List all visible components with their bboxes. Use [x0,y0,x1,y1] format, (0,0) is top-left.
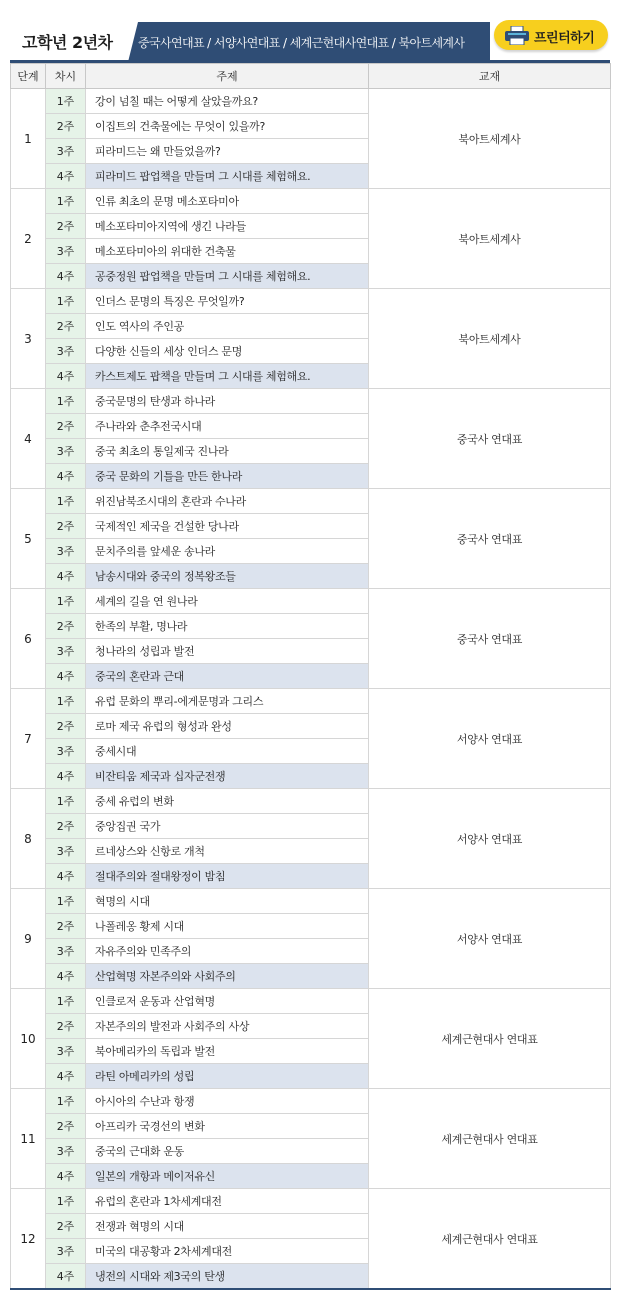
textbook-cell: 세계근현대사 연대표 [369,1189,611,1290]
week-label: 4주 [46,964,86,989]
header-stage: 단계 [11,64,46,89]
textbook-cell: 중국사 연대표 [369,389,611,489]
week-label: 1주 [46,289,86,314]
topic-cell: 중국문명의 탄생과 하나라 [86,389,369,414]
topic-cell: 다양한 신들의 세상 인더스 문명 [86,339,369,364]
unit-number: 12 [11,1189,46,1290]
header-session: 차시 [46,64,86,89]
textbook-cell: 서양사 연대표 [369,689,611,789]
unit-number: 3 [11,289,46,389]
unit-number: 5 [11,489,46,589]
topic-cell: 혁명의 시대 [86,889,369,914]
week-label: 3주 [46,339,86,364]
table-row [11,789,611,814]
topic-cell: 자본주의의 발전과 사회주의 사상 [86,1014,369,1039]
page-title: 고학년 2년차 [22,33,113,52]
tab-links: 중국사연대표 / 서양사연대표 / 세계근현대사연대표 / 북아트세계사 [138,36,465,50]
print-label: 프린터하기 [534,31,595,46]
curriculum-table [10,63,611,1290]
topic-cell: 중앙집권 국가 [86,814,369,839]
table-row [11,389,611,414]
unit-number: 2 [11,189,46,289]
week-label: 3주 [46,1139,86,1164]
table-row [11,189,611,214]
topic-cell: 피라미드는 왜 만들었을까? [86,139,369,164]
week-label: 4주 [46,1164,86,1189]
textbook-cell: 서양사 연대표 [369,889,611,989]
week-label: 3주 [46,1039,86,1064]
unit-number: 10 [11,989,46,1089]
topic-cell: 메소포타미아지역에 생긴 나라들 [86,214,369,239]
topic-cell: 남송시대와 중국의 정복왕조들 [86,564,369,589]
topic-cell: 피라미드 팝업책을 만들며 그 시대를 체험해요. [86,164,369,189]
week-label: 2주 [46,814,86,839]
week-label: 4주 [46,264,86,289]
print-button[interactable] [494,20,608,50]
topic-cell: 아프리카 국경선의 변화 [86,1114,369,1139]
topic-cell: 중국 문화의 기틀을 만든 한나라 [86,464,369,489]
printer-icon [504,26,530,45]
textbook-cell: 북아트세계사 [369,89,611,189]
week-label: 3주 [46,1239,86,1264]
tab-bookart-world-history[interactable]: 북아트세계사 [398,36,465,50]
week-label: 3주 [46,939,86,964]
unit-number: 4 [11,389,46,489]
week-label: 1주 [46,589,86,614]
topic-cell: 나폴레옹 황제 시대 [86,914,369,939]
unit-number: 6 [11,589,46,689]
topic-cell: 미국의 대공황과 2차세계대전 [86,1239,369,1264]
unit-number: 9 [11,889,46,989]
topic-cell: 세계의 길을 연 원나라 [86,589,369,614]
textbook-cell: 북아트세계사 [369,189,611,289]
topic-cell: 라틴 아메리카의 성립 [86,1064,369,1089]
table-row [11,589,611,614]
textbook-cell: 북아트세계사 [369,289,611,389]
week-label: 2주 [46,114,86,139]
topic-cell: 메소포타미아의 위대한 건축물 [86,239,369,264]
unit-number: 1 [11,89,46,189]
topic-cell: 공중정원 팝업책을 만들며 그 시대를 체험해요. [86,264,369,289]
topic-cell: 인더스 문명의 특징은 무엇일까? [86,289,369,314]
topic-cell: 중세 유럽의 변화 [86,789,369,814]
textbook-cell: 서양사 연대표 [369,789,611,889]
table-row [11,1089,611,1114]
week-label: 2주 [46,514,86,539]
topic-cell: 중국 최초의 통일제국 진나라 [86,439,369,464]
topic-cell: 국제적인 제국을 건설한 당나라 [86,514,369,539]
topic-cell: 위진남북조시대의 혼란과 수나라 [86,489,369,514]
unit-number: 11 [11,1089,46,1189]
topic-cell: 인류 최초의 문명 메소포타미아 [86,189,369,214]
textbook-cell: 세계근현대사 연대표 [369,989,611,1089]
header-topic: 주제 [86,64,369,89]
tab-modern-world-history[interactable]: 세계근현대사연대표 [289,36,389,50]
topic-cell: 로마 제국 유럽의 형성과 완성 [86,714,369,739]
topic-cell: 냉전의 시대와 제3국의 탄생 [86,1264,369,1290]
week-label: 1주 [46,189,86,214]
week-label: 3주 [46,239,86,264]
week-label: 2주 [46,414,86,439]
week-label: 2주 [46,1214,86,1239]
topic-cell: 청나라의 성립과 발전 [86,639,369,664]
week-label: 2주 [46,714,86,739]
topic-cell: 문치주의를 앞세운 송나라 [86,539,369,564]
table-row [11,489,611,514]
week-label: 1주 [46,989,86,1014]
week-label: 2주 [46,914,86,939]
week-label: 1주 [46,689,86,714]
week-label: 1주 [46,1189,86,1214]
table-row [11,889,611,914]
week-label: 4주 [46,764,86,789]
week-label: 4주 [46,1264,86,1290]
topic-cell: 중국의 혼란과 근대 [86,664,369,689]
table-row [11,89,611,114]
week-label: 4주 [46,664,86,689]
week-label: 2주 [46,1014,86,1039]
topic-cell: 일본의 개항과 메이저유신 [86,1164,369,1189]
week-label: 1주 [46,389,86,414]
topic-cell: 비잔티움 제국과 십자군전쟁 [86,764,369,789]
week-label: 3주 [46,639,86,664]
table-row [11,1189,611,1214]
week-label: 3주 [46,739,86,764]
week-label: 2주 [46,614,86,639]
topic-cell: 강이 넘칠 때는 어떻게 살았을까요? [86,89,369,114]
week-label: 3주 [46,839,86,864]
week-label: 3주 [46,539,86,564]
topic-cell: 중국의 근대화 운동 [86,1139,369,1164]
topic-cell: 중세시대 [86,739,369,764]
week-label: 4주 [46,1064,86,1089]
topic-cell: 르네상스와 신항로 개척 [86,839,369,864]
week-label: 1주 [46,1089,86,1114]
topic-cell: 주나라와 춘추전국시대 [86,414,369,439]
week-label: 1주 [46,89,86,114]
week-label: 2주 [46,214,86,239]
week-label: 4주 [46,564,86,589]
week-label: 4주 [46,864,86,889]
week-label: 4주 [46,364,86,389]
header-textbook: 교재 [369,64,611,89]
unit-number: 8 [11,789,46,889]
topic-cell: 절대주의와 절대왕정이 밤침 [86,864,369,889]
textbook-cell: 중국사 연대표 [369,489,611,589]
topic-cell: 이집트의 건축물에는 무엇이 있을까? [86,114,369,139]
table-row [11,289,611,314]
textbook-cell: 중국사 연대표 [369,589,611,689]
topic-cell: 카스트제도 팝책을 만들며 그 시대를 체험해요. [86,364,369,389]
tab-western-history[interactable]: 서양사연대표 [213,36,280,50]
week-label: 1주 [46,889,86,914]
week-label: 4주 [46,464,86,489]
table-body [11,89,611,1290]
tab-chinese-history[interactable]: 중국사연대표 [138,36,204,50]
table-header-row [11,64,611,89]
unit-number: 7 [11,689,46,789]
topic-cell: 인도 역사의 주인공 [86,314,369,339]
topic-cell: 유럽의 혼란과 1차세계대전 [86,1189,369,1214]
week-label: 1주 [46,789,86,814]
topic-cell: 인클로저 운동과 산업혁명 [86,989,369,1014]
week-label: 3주 [46,439,86,464]
week-label: 3주 [46,139,86,164]
week-label: 2주 [46,314,86,339]
topic-cell: 유럽 문화의 뿌리-에게문명과 그리스 [86,689,369,714]
topic-cell: 전쟁과 혁명의 시대 [86,1214,369,1239]
topic-cell: 아시아의 수난과 항쟁 [86,1089,369,1114]
table-row [11,989,611,1014]
page-header [0,0,620,62]
topic-cell: 산업혁명 자본주의와 사회주의 [86,964,369,989]
topic-cell: 자유주의와 민족주의 [86,939,369,964]
textbook-cell: 세계근현대사 연대표 [369,1089,611,1189]
topic-cell: 북아메리카의 독립과 발전 [86,1039,369,1064]
week-label: 2주 [46,1114,86,1139]
table-row [11,689,611,714]
topic-cell: 한족의 부활, 명나라 [86,614,369,639]
week-label: 4주 [46,164,86,189]
week-label: 1주 [46,489,86,514]
